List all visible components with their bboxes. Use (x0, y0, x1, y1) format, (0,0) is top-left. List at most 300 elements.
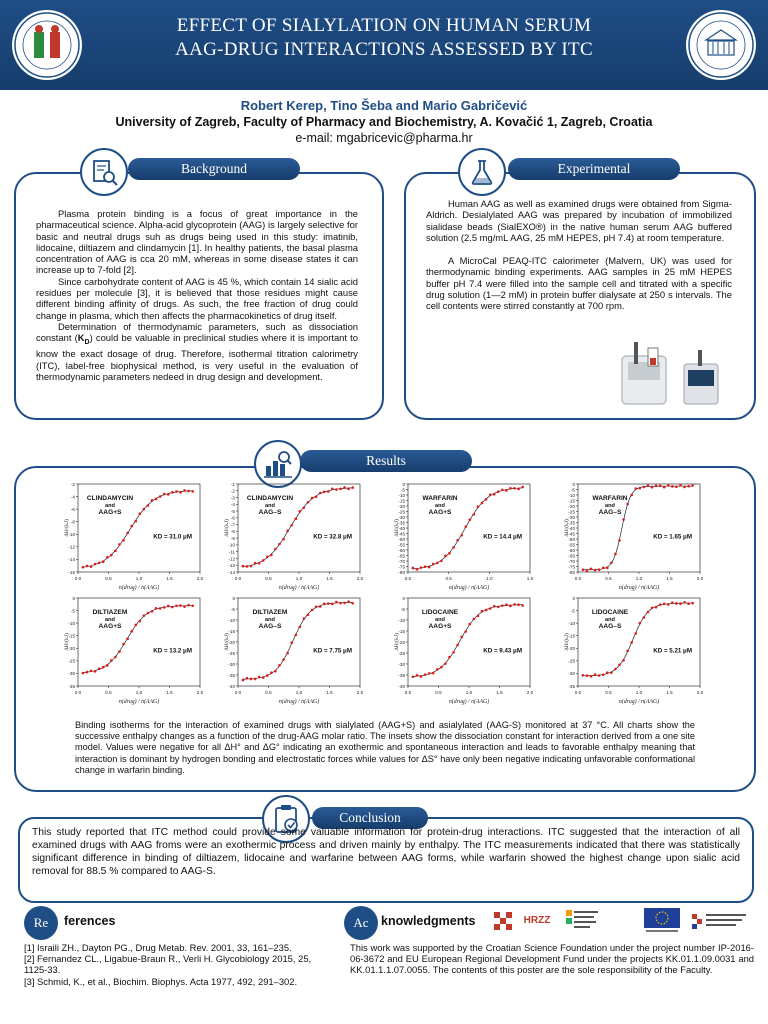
data-point (90, 565, 93, 568)
data-point (594, 569, 597, 572)
data-point (481, 610, 484, 613)
y-tick-label: -75 (398, 564, 405, 570)
data-point (187, 604, 190, 607)
y-axis-label: ΔH/(kJ) (64, 633, 70, 651)
data-point (94, 563, 97, 566)
y-tick-label: 0 (402, 481, 405, 487)
data-point (171, 606, 174, 609)
data-point (432, 672, 435, 675)
data-point (477, 505, 480, 508)
drug-label: DILTIAZEM (92, 609, 128, 616)
x-tick-label: 2.0 (196, 576, 204, 581)
y-tick-label: -30 (68, 671, 75, 677)
data-point (299, 626, 302, 629)
experimental-text (426, 198, 732, 312)
data-point (282, 658, 285, 661)
data-point (691, 484, 694, 487)
y-tick-label: -9 (230, 535, 235, 541)
data-point (118, 543, 121, 546)
data-point (513, 603, 516, 606)
data-point (290, 524, 293, 527)
y-tick-label: -20 (398, 503, 405, 509)
background-icon-circle (80, 148, 128, 196)
background-heading: Background (128, 158, 300, 180)
x-tick-label: 2.0 (356, 690, 364, 695)
conclusion-text: This study reported that ITC method could provide some valuable information for protein-drug interactions. ITC suggested that the interaction of all examined drugs with AAG froms were an exothermic process and driven mainly by enthalpy. The ITC measurements indicated that there was statistically significant difference in binding of diltiazem, lidocaine and warfarine between AAG forms, while warfarin showed the highest change upon sialic acid removal for 88.5 % compared to AAG-S. (32, 827, 740, 877)
data-point (294, 518, 297, 521)
experimental-paragraph-1: Human AAG as well as examined drugs were obtained from Sigma-Aldrich. Desialylated AAG was prepared by incubation of immobilized sialidase beads (SialEXO®) in the native human serum AAG buffered solution (2.5 mg/mL AAG, 25 mM HEPES, pH 7.4) at room temperature. (426, 198, 732, 243)
experimental-paragraph-2: A MicroCal PEAQ-ITC calorimeter (Malvern, UK) was used for thermodynamic binding experiments. AAG samples in 25 mM HEPES buffer pH 7.4 were filled into the sample cell and titrated with a specific drug solution (1—2 mM) in protein buffer dialysate at 250 s intervals. The cell contents were stirred constantly at 700 rpm. (426, 255, 732, 312)
data-point (286, 530, 289, 533)
x-axis-label: n(drug) / n(AAG) (278, 699, 320, 705)
kd-label: KD = 13.2 μM (153, 647, 192, 655)
data-point (102, 560, 105, 563)
data-point (456, 644, 459, 647)
y-tick-label: -5 (570, 608, 575, 614)
x-tick-label: 0.0 (74, 576, 82, 581)
y-tick-label: -3 (230, 495, 235, 501)
data-point (639, 622, 642, 625)
x-tick-label: 0.5 (105, 576, 112, 581)
y-tick-label: -80 (568, 569, 575, 575)
y-tick-label: -2 (70, 481, 75, 487)
x-tick-label: 0.5 (435, 690, 442, 695)
data-point (139, 512, 142, 515)
data-point (90, 670, 93, 673)
data-point (517, 603, 520, 606)
data-point (331, 488, 334, 491)
data-point (606, 567, 609, 570)
y-tick-label: -50 (568, 536, 575, 542)
data-point (436, 668, 439, 671)
data-point (110, 659, 113, 662)
data-point (614, 553, 617, 556)
university-logo-left (12, 10, 82, 80)
data-point (452, 546, 455, 549)
data-point (671, 601, 674, 604)
data-point (254, 562, 257, 565)
fit-curve (83, 491, 193, 567)
y-tick-label: -50 (398, 536, 405, 542)
y-tick-label: -10 (68, 532, 75, 538)
data-point (667, 484, 670, 487)
data-point (634, 632, 637, 635)
drug-label: LIDOCAINE (421, 609, 459, 616)
acknowledgments-heading: knowledgments (381, 914, 476, 928)
y-tick-label: -5 (570, 487, 575, 493)
data-point (647, 484, 650, 487)
data-point (86, 671, 89, 674)
y-tick-label: -11 (228, 549, 235, 555)
data-point (501, 604, 504, 607)
data-point (130, 525, 133, 528)
y-tick-label: -1 (230, 481, 235, 487)
x-tick-label: 2.0 (696, 690, 704, 695)
x-tick-label: 1.0 (295, 576, 303, 581)
aag-form-label: AAG–S (598, 623, 622, 630)
x-tick-label: 2.0 (196, 690, 204, 695)
data-point (469, 623, 472, 626)
acknowledgments-tag-label: Ac (353, 915, 369, 930)
isotherm-svg (392, 480, 566, 596)
aag-form-label: AAG+S (98, 623, 122, 630)
data-point (351, 602, 354, 605)
x-tick-label: 1.0 (635, 576, 643, 581)
data-point (428, 672, 431, 675)
data-point (134, 624, 137, 627)
y-tick-label: -30 (568, 671, 575, 677)
data-point (139, 620, 142, 623)
x-axis-label: n(drug) / n(AAG) (618, 585, 660, 591)
reference-item: [1] Israili ZH., Dayton PG., Drug Metab. Rev. 2001, 33, 161–235. (24, 942, 292, 953)
y-tick-label: -4 (70, 494, 75, 500)
data-point (126, 532, 129, 535)
x-tick-label: 0.0 (404, 690, 412, 695)
data-point (481, 502, 484, 505)
y-axis-label: ΔH/(kJ) (224, 519, 230, 537)
results-heading: Results (300, 450, 472, 472)
drug-label: DILTIAZEM (252, 609, 288, 616)
y-tick-label: -45 (568, 531, 575, 537)
data-point (347, 600, 350, 603)
isotherm-svg (392, 594, 566, 710)
data-point (586, 569, 589, 572)
data-point (82, 672, 85, 675)
affiliation: University of Zagreb, Faculty of Pharmacy and Biochemistry, A. Kovačić 1, Zagreb, Croatia (115, 115, 653, 129)
data-point (420, 675, 423, 678)
y-tick-label: -15 (568, 498, 575, 504)
data-point (630, 641, 633, 644)
x-axis-label: n(drug) / n(AAG) (118, 585, 160, 591)
data-point (159, 495, 162, 498)
data-point (428, 566, 431, 569)
data-point (436, 562, 439, 565)
x-tick-label: 2.0 (356, 576, 364, 581)
x-tick-label: 1.5 (326, 576, 333, 581)
isotherm-chart-diltiazem-aag-s-plus (62, 594, 236, 710)
y-tick-label: -12 (68, 544, 75, 550)
y-tick-label: -60 (568, 547, 575, 553)
data-point (473, 618, 476, 621)
data-point (416, 568, 419, 571)
itc-instrument-image (614, 336, 726, 410)
y-tick-label: -35 (228, 672, 235, 678)
y-tick-label: -30 (228, 661, 235, 667)
acknowledgments-tag (344, 906, 378, 940)
aag-form-label: AAG–S (258, 509, 282, 516)
x-tick-label: 1.5 (666, 690, 673, 695)
and-label: and (105, 617, 115, 623)
data-point (171, 491, 174, 494)
data-point (254, 678, 257, 681)
y-tick-label: -5 (230, 508, 235, 514)
y-tick-label: -14 (228, 569, 235, 575)
x-tick-label: 0.0 (404, 576, 412, 581)
drug-label: CLINDAMYCIN (246, 495, 294, 502)
kd-label: KD = 14.4 μM (483, 533, 522, 541)
data-point (448, 656, 451, 659)
title-line-2: AAG-DRUG INTERACTIONS ASSESSED BY ITC (175, 39, 593, 60)
data-point (485, 609, 488, 612)
data-point (246, 677, 249, 680)
data-point (122, 539, 125, 542)
y-tick-label: 0 (402, 595, 405, 601)
data-point (610, 561, 613, 564)
and-label: and (435, 503, 445, 509)
data-point (663, 603, 666, 606)
data-point (464, 630, 467, 633)
x-tick-label: 1.0 (486, 576, 493, 581)
x-axis-label: n(drug) / n(AAG) (448, 699, 490, 705)
data-point (489, 493, 492, 496)
and-label: and (605, 617, 615, 623)
data-point (179, 491, 182, 494)
y-axis-label: ΔH/(kJ) (224, 633, 230, 651)
data-point (303, 617, 306, 620)
y-tick-label: -35 (568, 683, 575, 689)
data-point (307, 501, 310, 504)
data-point (420, 566, 423, 569)
x-tick-label: 1.5 (496, 690, 503, 695)
isotherm-svg (562, 594, 736, 710)
sponsor-logos (494, 908, 750, 934)
data-point (477, 615, 480, 618)
x-tick-label: 1.5 (666, 576, 673, 581)
y-tick-label: -15 (568, 633, 575, 639)
data-point (191, 604, 194, 607)
flask-icon (460, 150, 504, 194)
y-tick-label: -6 (70, 506, 75, 512)
data-point (274, 670, 277, 673)
y-tick-label: -35 (568, 520, 575, 526)
data-point (424, 565, 427, 568)
x-tick-label: 0.5 (445, 576, 452, 581)
document-search-icon (82, 150, 126, 194)
y-tick-label: -10 (398, 617, 405, 623)
data-point (122, 643, 125, 646)
y-axis-label: ΔH/(kJ) (564, 519, 570, 537)
references-list (24, 942, 334, 987)
data-point (187, 490, 190, 493)
data-point (521, 486, 524, 489)
data-point (242, 565, 245, 568)
data-point (432, 563, 435, 566)
isotherm-chart-diltiazem-aag-s-minus (222, 594, 396, 710)
data-point (94, 670, 97, 673)
data-point (118, 650, 121, 653)
data-point (151, 499, 154, 502)
aag-form-label: AAG–S (258, 623, 282, 630)
data-point (683, 601, 686, 604)
y-tick-label: 0 (232, 595, 235, 601)
data-point (266, 556, 269, 559)
isotherm-svg (222, 480, 396, 596)
kd-label: KD = 1.65 μM (653, 533, 692, 541)
data-point (303, 506, 306, 509)
and-label: and (265, 503, 275, 509)
x-axis-label: n(drug) / n(AAG) (278, 585, 320, 591)
y-tick-label: -25 (568, 658, 575, 664)
data-point (278, 543, 281, 546)
y-tick-label: -5 (230, 606, 235, 612)
data-point (250, 678, 253, 681)
data-point (151, 610, 154, 613)
y-tick-label: 0 (572, 595, 575, 601)
aag-form-label: AAG–S (598, 509, 622, 516)
data-point (315, 606, 318, 609)
y-tick-label: -35 (68, 683, 75, 689)
data-point (513, 487, 516, 490)
data-point (671, 485, 674, 488)
data-point (167, 605, 170, 608)
data-point (114, 656, 117, 659)
y-tick-label: -13 (228, 563, 235, 569)
y-tick-label: -70 (568, 558, 575, 564)
data-point (517, 488, 520, 491)
data-point (460, 534, 463, 537)
kd-label: KD = 31.0 μM (153, 533, 192, 541)
data-point (290, 641, 293, 644)
y-tick-label: -30 (568, 514, 575, 520)
isotherm-chart-lidocaine-aag-s-minus (562, 594, 736, 710)
data-point (505, 603, 508, 606)
background-paragraph-3: Determination of thermodynamic parameters, such as dissociation constant $(K_D)$ could be valuable in preclinical studies where it is important to know the exact dosage of drug. Therefore, isothermal titration calorimetry (ITC), label-free biophysical method, is very useful in the evaluation of thermodynamic parameters nedeed in drug design and development. (36, 320, 358, 383)
data-point (307, 613, 310, 616)
data-point (163, 493, 166, 496)
x-tick-label: 0.0 (234, 576, 242, 581)
aag-form-label: AAG+S (428, 509, 452, 516)
data-point (647, 611, 650, 614)
x-tick-label: 2.0 (526, 690, 534, 695)
data-point (679, 484, 682, 487)
data-point (159, 607, 162, 610)
y-tick-label: -55 (568, 542, 575, 548)
isotherm-svg (562, 480, 736, 596)
data-point (114, 550, 117, 553)
y-tick-label: 0 (72, 595, 75, 601)
authors: Robert Kerep, Tino Šeba and Mario Gabričević (240, 98, 528, 113)
y-tick-label: -7 (230, 522, 235, 528)
data-point (598, 568, 601, 571)
data-point (98, 667, 101, 670)
data-point (351, 486, 354, 489)
data-point (444, 662, 447, 665)
data-point (155, 498, 158, 501)
y-tick-label: -6 (230, 515, 235, 521)
y-tick-label: -25 (568, 509, 575, 515)
references-tag-label: Re (33, 915, 49, 930)
data-point (501, 488, 504, 491)
x-tick-label: 1.0 (135, 576, 143, 581)
x-tick-label: 0.5 (605, 576, 612, 581)
data-point (339, 488, 342, 491)
y-tick-label: -4 (230, 502, 235, 508)
y-tick-label: -20 (68, 646, 75, 652)
data-point (412, 567, 415, 570)
data-point (606, 671, 609, 674)
data-point (469, 518, 472, 521)
data-point (327, 602, 330, 605)
data-point (590, 675, 593, 678)
references-heading: ferences (64, 914, 116, 928)
data-point (655, 606, 658, 609)
data-point (323, 491, 326, 494)
data-point (311, 497, 314, 500)
y-tick-label: -25 (398, 650, 405, 656)
aag-form-label: AAG+S (428, 623, 452, 630)
data-point (659, 603, 662, 606)
background-paragraph-1: Plasma protein binding is a focus of great importance in the pharmaceutical science. Alpha-acid glycoprotein (AAG) is largely selective for basic and neutral drugs suh as drugs being used in this study: imatinib, lidocaine, diltiazem and clindamycin [1]. In healthy patients, the basal plasma concentration of AAG is cca 20 mM, whereas in some disease states it can increase up to 7-fold [2]. (36, 208, 358, 276)
data-point (286, 652, 289, 655)
data-point (335, 488, 338, 491)
y-tick-label: -40 (398, 683, 405, 689)
isotherm-svg (62, 480, 236, 596)
x-axis-label: n(drug) / n(AAG) (448, 585, 490, 591)
isotherm-chart-warfarin-aag-s-minus (562, 480, 736, 596)
data-point (618, 539, 621, 542)
data-point (440, 666, 443, 669)
y-tick-label: -30 (398, 514, 405, 520)
data-point (339, 602, 342, 605)
data-point (167, 493, 170, 496)
x-tick-label: 0.5 (265, 690, 272, 695)
y-tick-label: -40 (398, 525, 405, 531)
data-point (319, 605, 322, 608)
data-point (315, 496, 318, 499)
data-point (86, 565, 89, 568)
data-point (590, 567, 593, 570)
data-point (106, 664, 109, 667)
data-point (262, 676, 265, 679)
background-text (36, 208, 358, 382)
data-point (497, 490, 500, 493)
and-label: and (105, 503, 115, 509)
y-tick-label: -25 (228, 650, 235, 656)
y-tick-label: -70 (398, 558, 405, 564)
isotherm-svg (62, 594, 236, 710)
isotherm-chart-lidocaine-aag-s-plus (392, 594, 566, 710)
y-tick-label: -75 (568, 564, 575, 570)
x-tick-label: 1.5 (326, 690, 333, 695)
y-tick-label: -10 (568, 492, 575, 498)
data-point (598, 674, 601, 677)
eu-flag-icon (644, 908, 680, 934)
x-tick-label: 1.0 (135, 690, 143, 695)
data-point (294, 634, 297, 637)
data-point (594, 673, 597, 676)
data-point (651, 486, 654, 489)
data-point (651, 606, 654, 609)
x-tick-label: 0.0 (574, 576, 582, 581)
x-axis-label: n(drug) / n(AAG) (618, 699, 660, 705)
y-tick-label: -25 (68, 658, 75, 664)
data-point (266, 674, 269, 677)
x-tick-label: 0.5 (605, 690, 612, 695)
y-axis-label: ΔH/(kJ) (394, 633, 400, 651)
croatia-checker-icon (494, 912, 514, 932)
data-point (335, 601, 338, 604)
data-point (242, 679, 245, 682)
isotherm-chart-clindamycin-aag-s-plus (62, 480, 236, 596)
data-point (155, 607, 158, 610)
data-point (102, 666, 105, 669)
drug-label: WARFARIN (592, 495, 628, 502)
y-tick-label: -35 (398, 672, 405, 678)
data-point (175, 490, 178, 493)
data-point (509, 605, 512, 608)
data-point (687, 602, 690, 605)
data-point (282, 538, 285, 541)
